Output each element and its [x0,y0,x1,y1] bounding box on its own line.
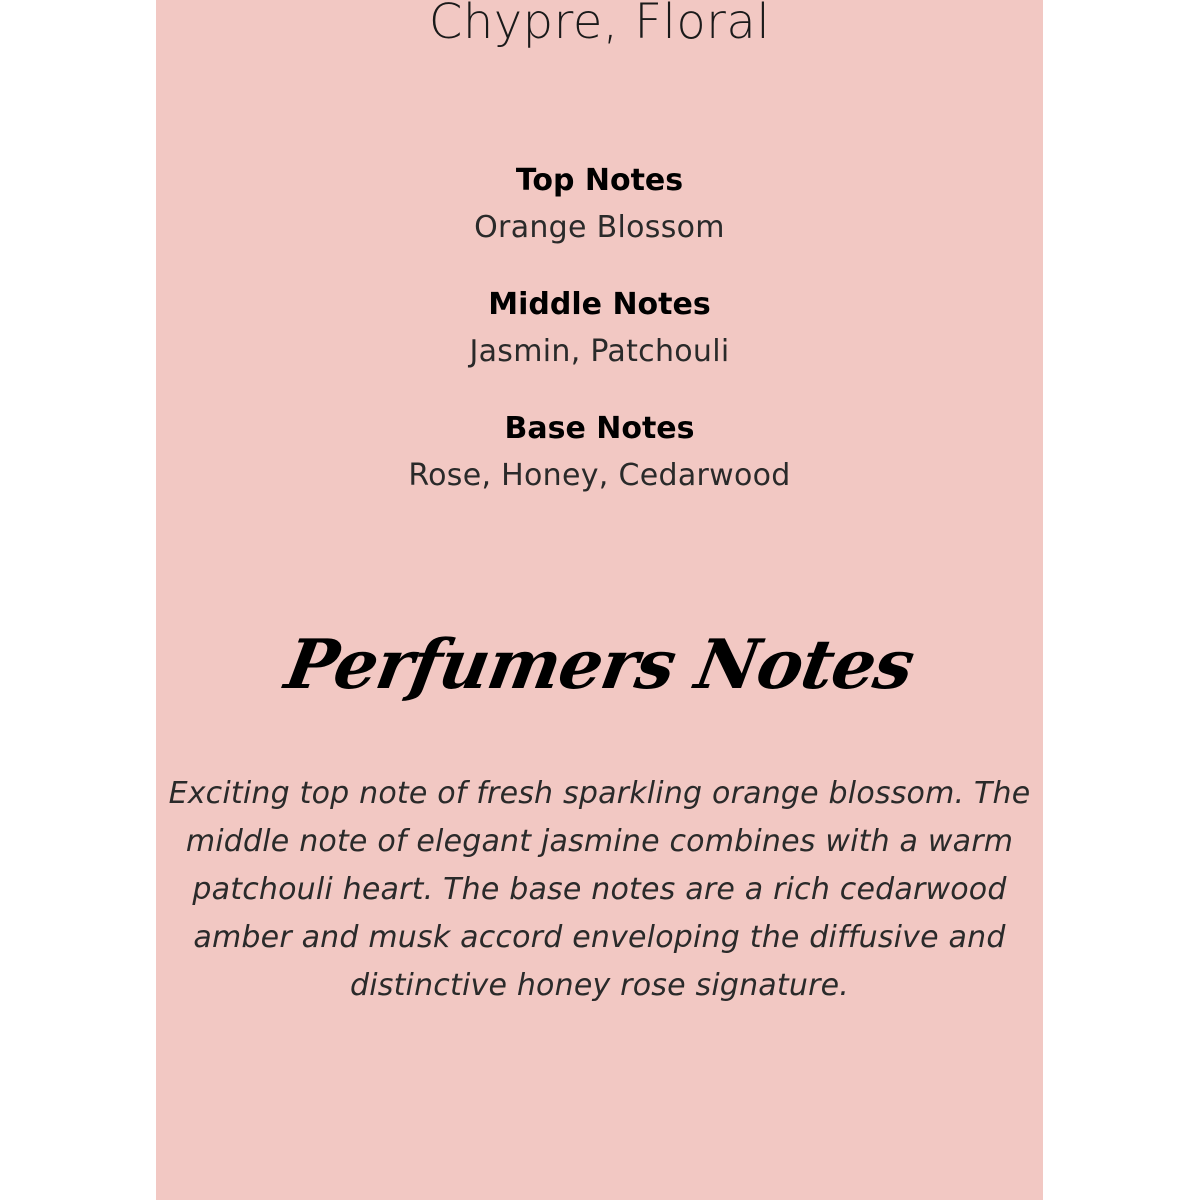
fragrance-family: Chypre, Floral [428,0,771,50]
description-line: distinctive honey rose signature. [349,968,849,1003]
perfumers-notes-title: Perfumers Notes [279,625,920,705]
fragrance-details-panel [156,0,1043,1200]
base-notes-heading: Base Notes [504,411,695,446]
middle-notes-group [156,284,1043,378]
middle-notes-heading: Middle Notes [488,287,711,322]
description-line: amber and musk accord enveloping the diffusive and [193,920,1006,955]
top-notes-heading: Top Notes [515,163,684,198]
top-notes-value: Orange Blossom [474,210,725,245]
fragrance-notes [156,160,1043,532]
middle-notes-value: Jasmin, Patchouli [469,334,730,369]
base-notes-group [156,408,1043,502]
top-notes-group [156,160,1043,254]
description-line: patchouli heart. The base notes are a rich cedarwood [192,872,1007,907]
description-line: middle note of elegant jasmine combines with a warm [185,824,1014,859]
description-line: Exciting top note of fresh sparkling orange blossom. The [168,776,1031,811]
base-notes-value: Rose, Honey, Cedarwood [408,458,791,493]
perfumers-notes-description [156,770,1043,1010]
